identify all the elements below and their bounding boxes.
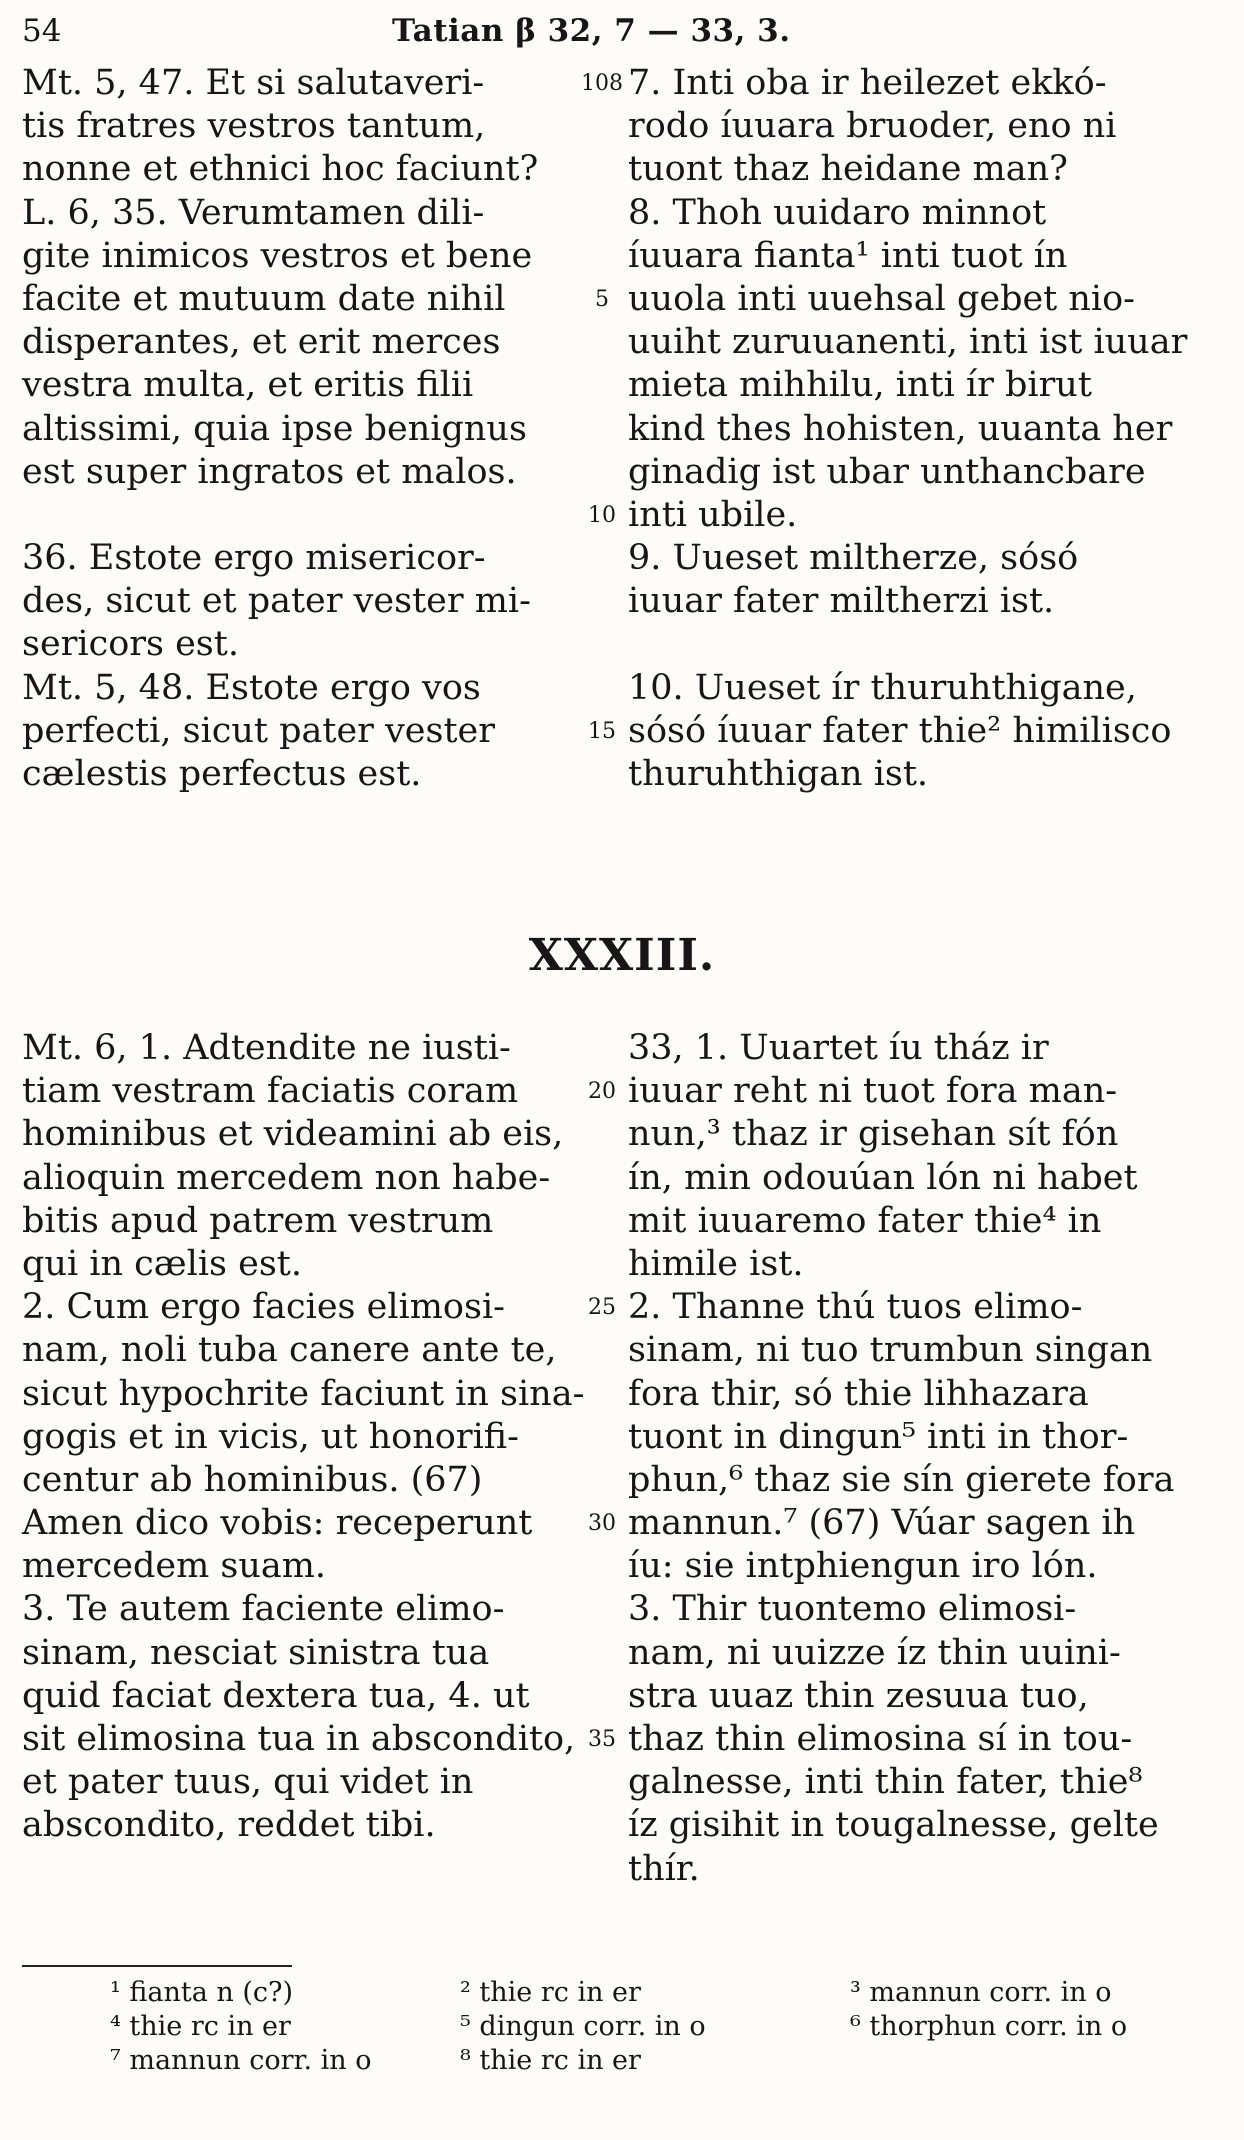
text-line: nun,³ thaz ir gisehan sít fón <box>628 1114 1119 1155</box>
german-column-part1 <box>628 62 1188 796</box>
text-line: ín, min odouúan lón ni habet <box>628 1157 1138 1198</box>
footnote: ³ mannun corr. in o <box>850 1977 1112 2008</box>
text-line: altissimi, quia ipse benignus <box>22 408 527 449</box>
text-line: hominibus et videamini ab eis, <box>22 1114 564 1155</box>
text-line: facite et mutuum date nihil <box>22 278 506 319</box>
text-line: sinam, nesciat sinistra tua <box>22 1632 490 1673</box>
text-line: inti ubile. <box>628 494 798 535</box>
text-line: centur ab hominibus. (67) <box>22 1459 483 1500</box>
text-line: Mt. 5, 48. Estote ergo vos <box>22 667 481 708</box>
latin-column-part1 <box>22 62 602 796</box>
text-line: sericors est. <box>22 624 239 665</box>
text-line: íz gisihit in tougalnesse, gelte <box>628 1805 1159 1846</box>
text-line: 10. Uueset ír thuruhthigane, <box>628 667 1137 708</box>
text-line: sinam, ni tuo trumbun singan <box>628 1330 1153 1371</box>
text-line: 9. Uueset miltherze, sósó <box>628 538 1079 579</box>
line-number: 108 <box>581 71 623 96</box>
text-line: 36. Estote ergo misericor- <box>22 538 486 579</box>
text-line: 2. Cum ergo facies elimosi- <box>22 1287 505 1328</box>
text-line: mercedem suam. <box>22 1546 327 1587</box>
line-number: 25 <box>588 1295 616 1320</box>
footnote: ⁵ dingun corr. in o <box>460 2011 706 2042</box>
line-number: 35 <box>588 1727 616 1752</box>
text-line: nonne et ethnici hoc faciunt? <box>22 149 539 190</box>
text-line: himile ist. <box>628 1243 804 1284</box>
text-line: íuuara fianta¹ inti tuot ín <box>628 235 1068 276</box>
text-line: qui in cælis est. <box>22 1243 302 1284</box>
text-line: perfecti, sicut pater vester <box>22 710 495 751</box>
section-title: XXXIII. <box>528 930 716 981</box>
text-line: L. 6, 35. Verumtamen dili- <box>22 192 485 233</box>
text-line: íu: sie intphiengun iro lón. <box>628 1546 1098 1587</box>
text-line: et pater tuus, qui videt in <box>22 1762 474 1803</box>
text-line: fora thir, só thie lihhazara <box>628 1373 1089 1414</box>
text-line: sósó íuuar fater thie² himilisco <box>628 710 1172 751</box>
text-line: gogis et in vicis, ut honorifi- <box>22 1416 519 1457</box>
text-line: nam, noli tuba canere ante te, <box>22 1330 557 1371</box>
line-number: 10 <box>588 503 616 528</box>
text-line: sicut hypochrite faciunt in sina- <box>22 1373 585 1414</box>
text-line: mit iuuaremo fater thie⁴ in <box>628 1200 1102 1241</box>
page-number: 54 <box>22 13 62 49</box>
text-line: phun,⁶ thaz sie sín gierete fora <box>628 1459 1175 1500</box>
footnote: ⁴ thie rc in er <box>110 2011 291 2042</box>
text-line: mieta mihhilu, inti ír birut <box>628 365 1092 406</box>
text-line <box>22 494 602 537</box>
text-line: nam, ni uuizze íz thin uuini- <box>628 1632 1121 1673</box>
text-line: iuuar fater miltherzi ist. <box>628 581 1055 622</box>
footnote: ⁷ mannun corr. in o <box>110 2045 372 2076</box>
text-line: 7. Inti oba ir heilezet ekkó- <box>628 63 1107 103</box>
text-line: abscondito, reddet tibi. <box>22 1805 436 1846</box>
text-line: iuuar reht ni tuot fora man- <box>628 1071 1118 1112</box>
text-line: 8. Thoh uuidaro minnot <box>628 192 1047 233</box>
text-line: stra uuaz thin zesuua tuo, <box>628 1675 1089 1716</box>
text-line: Mt. 5, 47. Et si salutaveri- <box>22 63 485 103</box>
text-line: kind thes hohisten, uuanta her <box>628 408 1173 449</box>
text-line: 2. Thanne thú tuos elimo- <box>628 1287 1083 1328</box>
text-line: Mt. 6, 1. Adtendite ne iusti- <box>22 1028 511 1068</box>
footnote: ¹ fianta n (c?) <box>110 1977 294 2008</box>
text-line: des, sicut et pater vester mi- <box>22 581 531 622</box>
line-number: 15 <box>588 719 616 744</box>
running-title: Tatian β 32, 7 — 33, 3. <box>392 13 791 49</box>
text-line: alioquin mercedem non habe- <box>22 1157 551 1198</box>
latin-column-part2 <box>22 1027 602 1848</box>
text-line <box>628 623 1188 666</box>
text-line: est super ingratos et malos. <box>22 451 517 492</box>
text-line: uuola inti uuehsal gebet nio- <box>628 278 1136 319</box>
text-line: bitis apud patrem vestrum <box>22 1200 494 1241</box>
text-line: galnesse, inti thin fater, thie⁸ <box>628 1762 1143 1803</box>
text-line: tis fratres vestros tantum, <box>22 106 486 147</box>
text-line: tuont thaz heidane man? <box>628 149 1068 190</box>
line-number: 20 <box>588 1079 616 1104</box>
text-line: vestra multa, et eritis filii <box>22 365 474 406</box>
footnote-rule <box>22 1965 292 1967</box>
text-line: thír. <box>628 1848 700 1889</box>
german-column-part2 <box>628 1027 1188 1891</box>
text-line: 3. Thir tuontemo elimosi- <box>628 1589 1077 1630</box>
text-line: sit elimosina tua in abscondito, <box>22 1719 576 1759</box>
text-line: rodo íuuara bruoder, eno ni <box>628 106 1117 147</box>
text-line: 33, 1. Uuartet íu tház ir <box>628 1028 1049 1068</box>
text-line: 3. Te autem faciente elimo- <box>22 1589 505 1630</box>
text-line: tiam vestram faciatis coram <box>22 1071 519 1112</box>
text-line: Amen dico vobis: receperunt <box>22 1503 533 1544</box>
footnote: ⁶ thorphun corr. in o <box>850 2011 1128 2042</box>
text-line: tuont in dingun⁵ inti in thor- <box>628 1416 1129 1457</box>
text-line: thaz thin elimosina sí in tou- <box>628 1719 1133 1759</box>
text-line: ginadig ist ubar unthancbare <box>628 451 1146 492</box>
footnote: ⁸ thie rc in er <box>460 2045 641 2076</box>
text-line: uuiht zuruuanenti, inti ist iuuar <box>628 322 1188 363</box>
text-line: disperantes, et erit merces <box>22 322 501 363</box>
text-line: cælestis perfectus est. <box>22 754 422 794</box>
text-line: gite inimicos vestros et bene <box>22 235 533 276</box>
text-line: thuruhthigan ist. <box>628 754 929 794</box>
text-line: quid faciat dextera tua, 4. ut <box>22 1675 530 1716</box>
text-line: mannun.⁷ (67) Vúar sagen ih <box>628 1503 1136 1544</box>
line-number: 30 <box>588 1511 616 1536</box>
line-number: 5 <box>595 287 609 312</box>
footnote: ² thie rc in er <box>460 1977 641 2008</box>
